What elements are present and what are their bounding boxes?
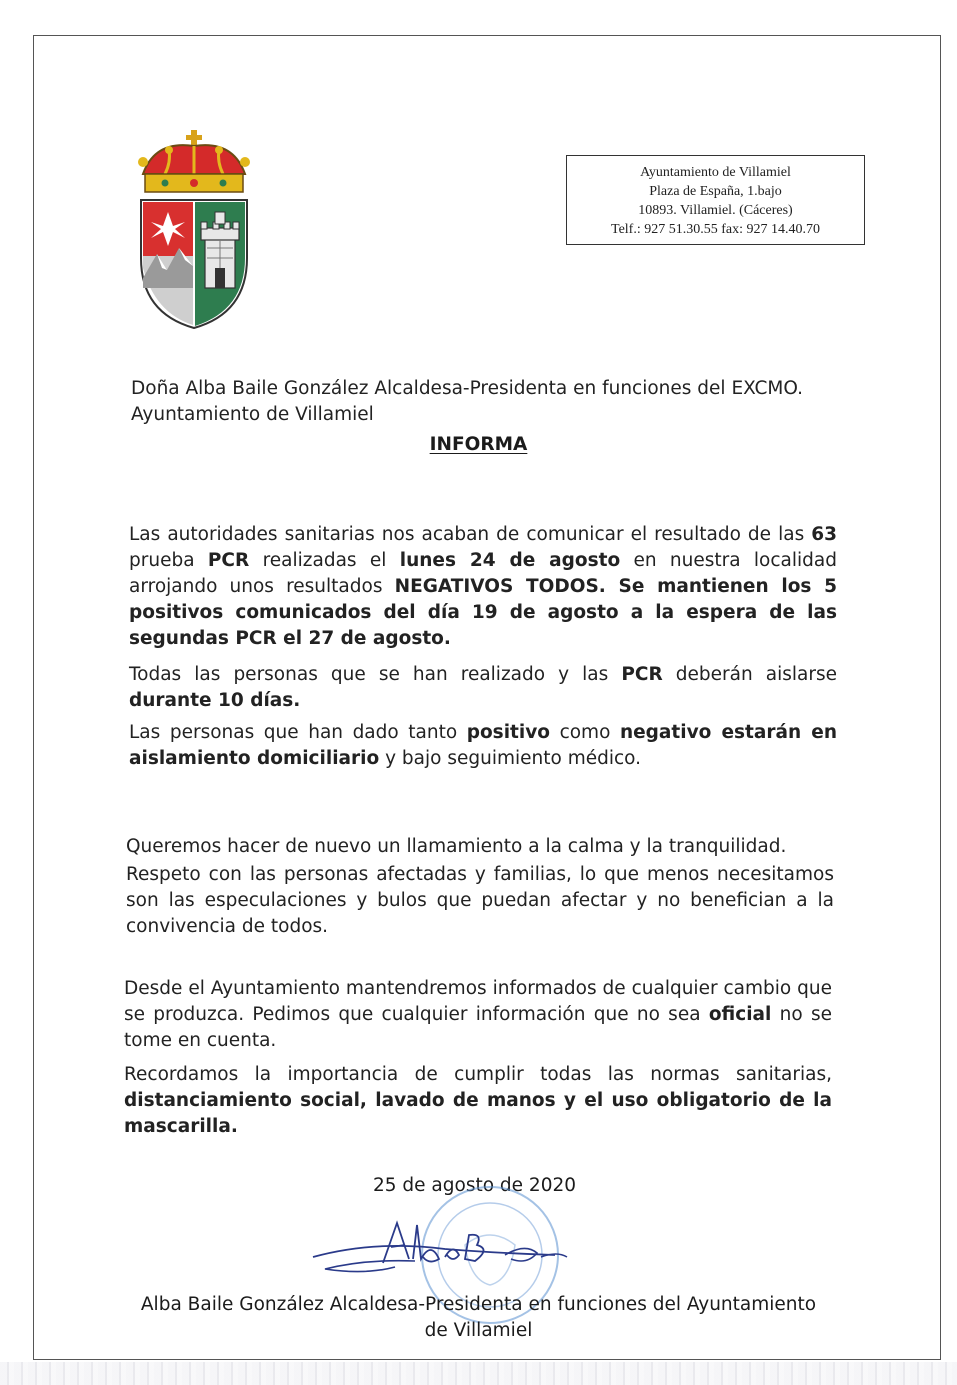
intro-text: Doña Alba Baile González Alcaldesa-Presidenta en funciones del EXCMO. Ayuntamiento de Villamiel [131,378,804,425]
signatory-line-2: de Villamiel [424,1320,533,1341]
address-line: Ayuntamiento de Villamiel [640,165,791,180]
paragraph-information: Desde el Ayuntamiento mantendremos informados de cualquier cambio que se produzca. Pedimos que cualquier información que no sea oficial no se tome en cuenta. [124,978,833,1051]
paragraph-isolation: Todas las personas que se han realizado y las PCR deberán aislarse durante 10 días. [129,664,837,711]
address-line: Telf.: 927 51.30.55 fax: 927 14.40.70 [611,222,820,237]
paragraph-reminder: Recordamos la importancia de cumplir todas las normas sanitarias, distanciamiento social, lavado de manos y el uso obligatorio de la mascarilla. [124,1064,832,1137]
coat-of-arms-icon [135,128,253,331]
address-line: Plaza de España, 1.bajo [649,184,782,199]
signatory-line-1: Alba Baile González Alcaldesa-Presidenta en funciones del Ayuntamiento [140,1294,817,1315]
paragraph-results: Las autoridades sanitarias nos acaban de comunicar el resultado de las 63 prueba PCR realizadas el lunes 24 de agosto en nuestra localidad arrojando unos resultados NEGATIVOS TODOS. Se mantienen los 5 positivos comunicados del día 19 de agosto a la espera de las segundas PCR el 27 de agosto. [129,524,837,649]
document-date: 25 de agosto de 2020 [373,1175,577,1196]
document-title: INFORMA [429,434,528,455]
paragraph-home-isolation: Las personas que han dado tanto positivo como negativo estarán en aislamiento domiciliario y bajo seguimiento médico. [129,722,837,769]
signatory-name [0,1292,957,1344]
paragraph-calm: Queremos hacer de nuevo un llamamiento a la calma y la tranquilidad. [126,836,787,857]
address-box [566,155,865,245]
paragraph-respect: Respeto con las personas afectadas y familias, lo que menos necesitamos son las especulaciones y bulos que puedan afectar y no benefician a la convivencia de todos. [126,864,834,937]
scan-edge [0,1362,957,1385]
address-line: 10893. Villamiel. (Cáceres) [638,203,793,218]
